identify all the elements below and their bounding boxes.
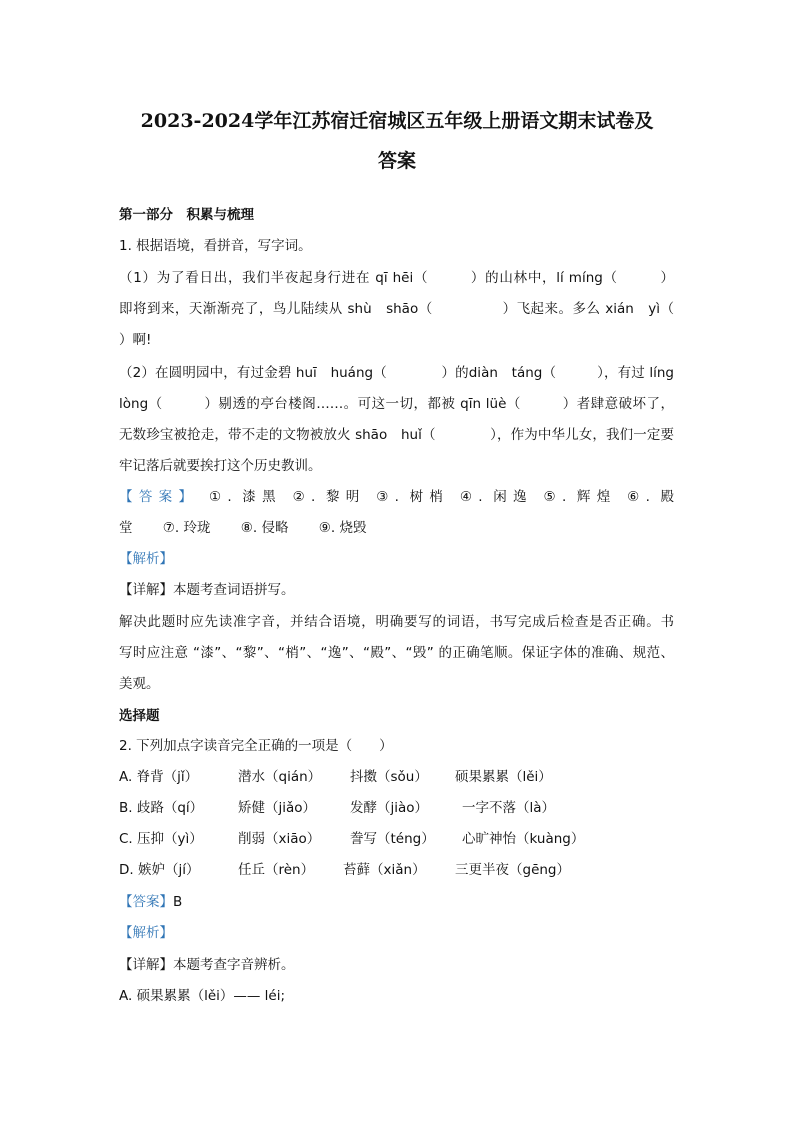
option-c: C. 压抑（yì） xyxy=(119,831,203,847)
answer-line xyxy=(119,893,674,911)
option-c-item: 削弱（xiāo） xyxy=(238,831,321,847)
question-text: 即将到来，天渐渐亮了，鸟儿陆续从 shù shāo（ ）飞起来。多么 xián yì（ xyxy=(119,301,674,317)
document-title-line1: 2023-2024学年江苏宿迁宿城区五年级上册语文期末试卷及 xyxy=(140,110,654,132)
option-a: A. 脊背（jǐ） xyxy=(119,769,199,785)
question-stem: 1. 根据语境，看拼音，写字词。 xyxy=(119,238,312,254)
answer-line xyxy=(119,488,674,506)
option-b-item: 一字不落（là） xyxy=(462,800,556,816)
option-d-item: 三更半夜（gēng） xyxy=(455,862,571,878)
question-text: （2）在圆明园中，有过金碧 huī huáng（ ）的diàn táng（ ），有过 líng xyxy=(119,365,674,381)
question-text: 牢记落后就要挨打这个历史教训。 xyxy=(119,458,322,474)
option-b: B. 歧路（qí） xyxy=(119,800,204,816)
option-d-item: 苔藓（xiǎn） xyxy=(343,862,426,878)
answer-item: ⑧. 侵略 xyxy=(240,520,289,536)
answer-item: ②. 黎明 xyxy=(292,489,366,505)
option-c-item: 誊写（téng） xyxy=(350,831,435,847)
answer-item: ⑦. 玲珑 xyxy=(162,520,211,536)
detail-text: 【详解】本题考查词语拼写。 xyxy=(119,582,295,598)
option-a-item: 潜水（qián） xyxy=(238,769,322,785)
option-a-item: 抖擞（sǒu） xyxy=(350,769,428,785)
answer-line xyxy=(119,519,674,537)
answer-item: ⑨. 烧毁 xyxy=(318,520,367,536)
analysis-label: 【解析】 xyxy=(119,925,173,941)
question-stem: 2. 下列加点字读音完全正确的一项是（ ） xyxy=(119,738,393,754)
answer-item: 堂 xyxy=(119,520,133,536)
section-heading: 第一部分 积累与梳理 xyxy=(119,207,254,223)
question-text: ）啊! xyxy=(119,332,152,348)
question-text: （1）为了看日出，我们半夜起身行进在 qī hēi（ ）的山林中，lí míng（ ） xyxy=(119,270,674,286)
question-text: lòng（ ）剔透的亭台楼阁……。可这一切，都被 qīn lüè（ ）者肆意破坏了， xyxy=(119,396,674,412)
option-b-item: 矫健（jiǎo） xyxy=(238,800,317,816)
answer-item: ①. 漆黑 xyxy=(208,489,282,505)
document-title-line2: 答案 xyxy=(377,150,416,172)
option-d: D. 嫉妒（jí） xyxy=(119,862,200,878)
explanation-text: 美观。 xyxy=(119,676,160,692)
answer-value: B xyxy=(173,894,183,910)
section-heading: 选择题 xyxy=(119,708,160,724)
answer-item: ⑥. 殿 xyxy=(627,489,675,505)
answer-label: 【答案】 xyxy=(119,894,173,910)
question-text: 无数珍宝被抢走，带不走的文物被放火 shāo huǐ（ ），作为中华儿女，我们一定要 xyxy=(119,427,674,443)
option-c-item: 心旷神怡（kuàng） xyxy=(462,831,585,847)
option-b-item: 发酵（jiào） xyxy=(350,800,429,816)
answer-label: 【答案】 xyxy=(119,489,199,505)
explanation-text: 写时应注意 “漆”、“黎”、“梢”、“逸”、“殿”、“毁” 的正确笔顺。保证字体的准确、规范、 xyxy=(119,645,674,661)
explanation-text: 解决此题时应先读准字音，并结合语境，明确要写的词语，书写完成后检查是否正确。书 xyxy=(119,614,674,630)
explanation-text: A. 硕果累累（lěi）—— léi; xyxy=(119,988,286,1004)
answer-item: ④. 闲逸 xyxy=(459,489,533,505)
detail-text: 【详解】本题考查字音辨析。 xyxy=(119,957,295,973)
answer-item: ⑤. 辉煌 xyxy=(543,489,617,505)
option-a-item: 硕果累累（lěi） xyxy=(455,769,552,785)
option-d-item: 任丘（rèn） xyxy=(238,862,315,878)
answer-item: ③. 树梢 xyxy=(376,489,450,505)
analysis-label: 【解析】 xyxy=(119,551,173,567)
